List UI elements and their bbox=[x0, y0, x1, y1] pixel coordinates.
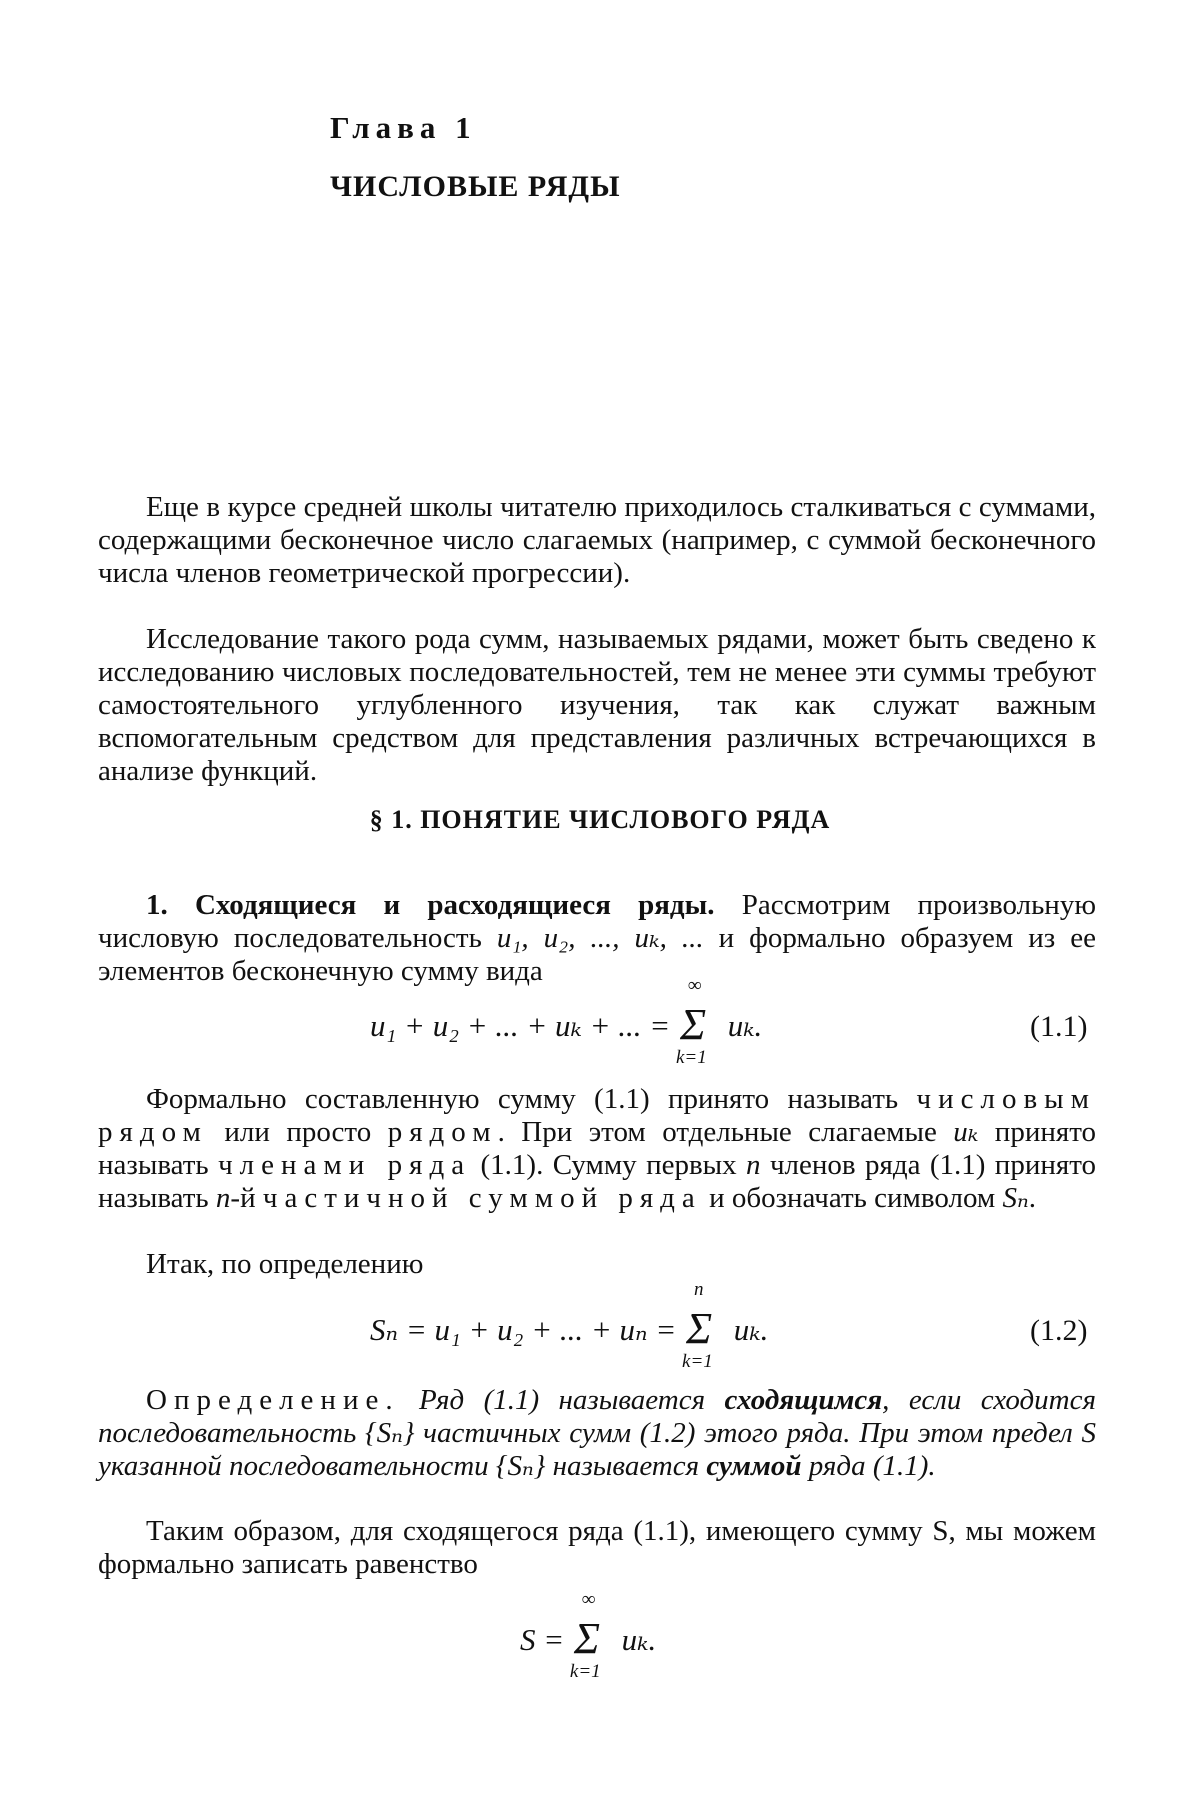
term-numeric-series: числовым рядом bbox=[98, 1083, 1096, 1148]
eq2-lower-limit: k=1 bbox=[682, 1350, 713, 1372]
definition-text-a: Ряд (1.1) называется bbox=[399, 1384, 725, 1416]
p3-text-c: . При этом отдельные слагаемые bbox=[497, 1116, 954, 1148]
term-sum: суммой bbox=[706, 1450, 802, 1482]
term-series: рядом bbox=[387, 1116, 498, 1148]
subsection-paragraph bbox=[98, 889, 1096, 988]
symbol-n-th: n bbox=[215, 1182, 231, 1214]
term-series-members: членами ряда bbox=[218, 1149, 472, 1181]
equation-1-2 bbox=[370, 1278, 769, 1372]
eq3-term: uₖ. bbox=[613, 1622, 657, 1657]
summation-symbol bbox=[675, 974, 720, 1068]
symbol-Sn: Sₙ bbox=[1002, 1182, 1029, 1214]
eq1-upper-limit: ∞ bbox=[687, 974, 702, 996]
eq1-lower-limit: k=1 bbox=[675, 1046, 707, 1068]
definition-label: Определение. bbox=[146, 1384, 400, 1416]
eq1-term: uₖ. bbox=[719, 1008, 763, 1043]
definition-text-b: , если сходится последовательность {Sₙ} частичных сумм (1.2) этого ряда. При этом предел S указанной последовательности {Sₙ} называется bbox=[98, 1384, 1096, 1482]
equation-sum-S bbox=[520, 1588, 657, 1682]
subsection-text-2: и формально образуем из ее элементов бесконечную сумму вида bbox=[98, 922, 1096, 987]
subsection-heading: 1. Сходящиеся и расходящиеся ряды. bbox=[146, 889, 715, 921]
p3-text-h: и обозначать символом bbox=[701, 1182, 1003, 1214]
p3-text-i: . bbox=[1028, 1182, 1037, 1214]
paragraph-convergent-sum: Таким образом, для сходящегося ряда (1.1), имеющего сумму S, мы можем формально записать равенство bbox=[98, 1515, 1096, 1580]
summation-symbol bbox=[682, 1278, 726, 1372]
p3-text-d: принято называть bbox=[98, 1116, 1096, 1181]
definition-text-c: ряда (1.1). bbox=[801, 1450, 936, 1482]
eq3-upper-limit: ∞ bbox=[581, 1588, 596, 1610]
definition-paragraph bbox=[98, 1384, 1096, 1483]
term-partial-sum: частичной суммой ряда bbox=[262, 1182, 702, 1214]
section-heading: § 1. ПОНЯТИЕ ЧИСЛОВОГО РЯДА bbox=[369, 805, 831, 834]
p3-text-a: Формально составленную сумму (1.1) принято называть bbox=[146, 1083, 917, 1115]
p3-text-b: или просто bbox=[207, 1116, 388, 1148]
term-convergent: сходящимся bbox=[724, 1384, 883, 1416]
eq3-lower-limit: k=1 bbox=[569, 1660, 601, 1682]
equation-1-1 bbox=[370, 974, 763, 1068]
eq2-lhs: Sₙ = u₁ + u₂ + ... + uₙ = bbox=[370, 1312, 685, 1347]
intro-paragraph-2: Исследование такого рода сумм, называемых рядами, может быть сведено к исследованию числовых последовательностей, тем не менее эти суммы требуют самостоятельного углубленного изучения, так как служат важным вспомогательным средством для представления различных встречающихся в анализе функций. bbox=[98, 623, 1096, 787]
symbol-n: n bbox=[746, 1149, 761, 1181]
eq1-lhs: u₁ + u₂ + ... + uₖ + ... = bbox=[370, 1008, 678, 1043]
paragraph-by-definition: Итак, по определению bbox=[146, 1248, 424, 1280]
chapter-label: Глава 1 bbox=[330, 110, 477, 145]
summation-symbol bbox=[569, 1588, 614, 1682]
symbol-uk: uₖ bbox=[953, 1116, 979, 1148]
p3-text-g: -й bbox=[230, 1182, 263, 1214]
eq2-term: uₖ. bbox=[726, 1312, 769, 1347]
chapter-title: ЧИСЛОВЫЕ РЯДЫ bbox=[330, 170, 621, 203]
intro-paragraph-1: Еще в курсе средней школы читателю приходилось сталкиваться с суммами, содержащими бесконечное число слагаемых (например, с суммой бесконечного числа членов геометрической прогрессии). bbox=[98, 491, 1096, 589]
eq3-lhs: S = bbox=[520, 1622, 572, 1657]
sigma-icon: Σ bbox=[686, 1303, 713, 1353]
equation-number-1-2: (1.2) bbox=[1030, 1314, 1088, 1347]
sigma-icon: Σ bbox=[573, 1613, 601, 1663]
equation-number-1-1: (1.1) bbox=[1030, 1010, 1088, 1043]
p3-text-e: (1.1). Сумму первых bbox=[471, 1149, 747, 1181]
subsection-text-1: Рассмотрим произвольную числовую последовательность bbox=[98, 889, 1096, 954]
p3-text-f: членов ряда (1.1) принято называть bbox=[98, 1149, 1096, 1214]
sigma-icon: Σ bbox=[679, 999, 707, 1049]
sequence-expression: u₁, u₂, ..., uₖ, ... bbox=[496, 922, 704, 954]
paragraph-definition-terms bbox=[98, 1083, 1096, 1215]
eq2-upper-limit: n bbox=[694, 1278, 704, 1300]
